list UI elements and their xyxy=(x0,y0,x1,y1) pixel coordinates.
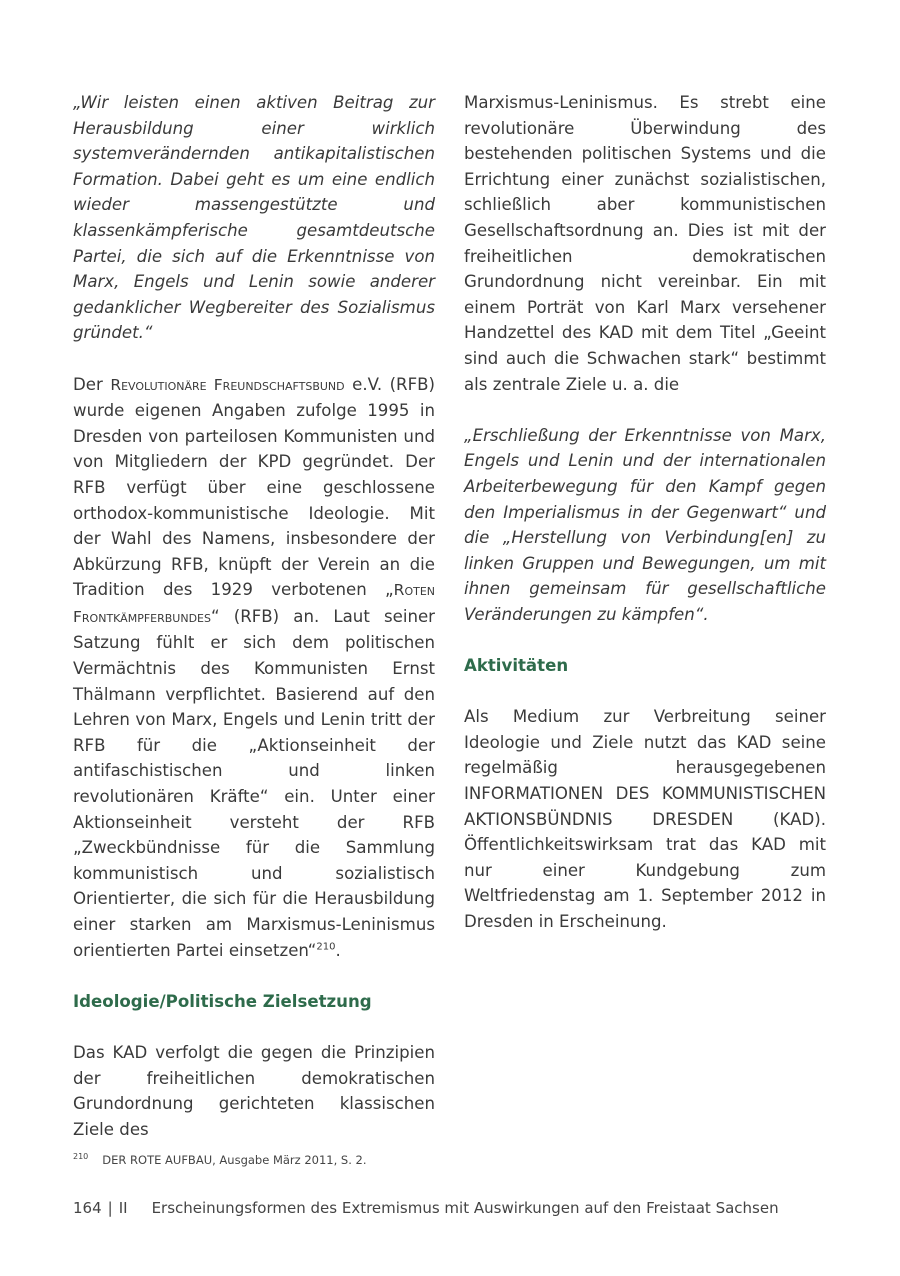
paragraph-marxism: Marxismus-Leninismus. Es strebt eine revolutionäre Überwindung des bestehenden politischen Systems und die Errichtung einer zunächst sozialistischen, schließlich aber kommunistischen Gesellschaftsordnung an. Dies ist mit der freiheitlichen demokratischen Grundordnung nicht vereinbar. Ein mit einem Porträt von Karl Marx versehener Handzettel des KAD mit dem Titel „Geeint sind auch die Schwachen stark“ bestimmt als zentrale Ziele u. a. die xyxy=(464,93,826,394)
footer-separator: | xyxy=(107,1199,113,1217)
right-column xyxy=(464,90,826,960)
footnote xyxy=(73,1152,367,1167)
chapter-title: Erscheinungsformen des Extremismus mit Auswirkungen auf den Freistaat Sachsen xyxy=(151,1199,779,1217)
paragraph-text: “ (RFB) an. Laut seiner Satzung fühlt er sich dem politischen Vermächtnis des Kommunisten Ernst Thälmann verpflichtet. Basierend auf den Lehren von Marx, Engels und Lenin tritt der RFB für die „Aktionseinheit der antifaschistischen und linken revolutionären Kräfte“ ein. Unter einer Aktionseinheit versteht der RFB „Zweckbündnisse für die Sammlung kommunistisch und sozialistisch Orientierter, die sich für die Herausbildung einer starken am Marxismus-Leninismus orientierten Partei einsetzen“ xyxy=(73,606,435,960)
paragraph-kad-goals: Das KAD verfolgt die gegen die Prinzipien der freiheitlichen demokratischen Grundordnung gerichteten klassischen Ziele des xyxy=(73,1042,435,1139)
paragraph-text: Der xyxy=(73,374,111,394)
paragraph-text: . xyxy=(335,940,341,960)
paragraph-activities: Als Medium zur Verbreitung seiner Ideologie und Ziele nutzt das KAD seine regelmäßig herausgegebenen INFORMATIONEN DES KOMMUNISTISCHEN AKTIONSBÜNDNIS DRESDEN (KAD). Öffentlichkeitswirksam trat das KAD mit nur einer Kundgebung zum Weltfriedenstag am 1. September 2012 in Dresden in Erscheinung. xyxy=(464,707,826,931)
footnote-text: DER ROTE AUFBAU, Ausgabe März 2011, S. 2. xyxy=(102,1152,367,1167)
paragraph-rfb xyxy=(73,372,435,964)
section-heading-ideologie: Ideologie/Politische Zielsetzung xyxy=(73,991,372,1011)
left-column xyxy=(73,90,435,1168)
page-number: 164 xyxy=(73,1199,102,1217)
footnote-number: 210 xyxy=(73,1152,89,1161)
paragraph-text: e.V. (RFB) wurde eigenen Angaben zufolge 1995 in Dresden von parteilosen Kommunisten und von Mitgliedern der KPD gegründet. Der RFB verfügt über eine geschlossene orthodox-kommunistische Ideologie. Mit der Wahl des Namens, insbesondere der Abkürzung RFB, knüpft der Verein an die Tradition des 1929 verbotenen „ xyxy=(73,374,435,600)
org-name-small-caps: Roten Frontkämpferbundes xyxy=(73,581,435,626)
quote-block: „Erschließung der Erkenntnisse von Marx, Engels und Lenin und der internationalen Arbeiterbewegung für den Kampf gegen den Imperialismus in der Gegenwart“ und die „Herstellung von Verbindung[en] zu linken Gruppen und Bewegungen, um mit ihnen gemeinsam für gesellschaftliche Veränderungen zu kämpfen“. xyxy=(464,425,826,624)
section-heading-aktivitaeten: Aktivitäten xyxy=(464,656,569,676)
page-footer xyxy=(73,1199,779,1217)
org-name-small-caps: Revolutionäre Freundschaftsbund xyxy=(110,375,345,394)
section-number: II xyxy=(118,1199,128,1217)
footnote-reference[interactable]: 210 xyxy=(316,941,336,953)
quote-block: „Wir leisten einen aktiven Beitrag zur Herausbildung einer wirklich systemverändernden antikapitalistischen Formation. Dabei geht es um eine endlich wieder massengestützte und klassenkämpferische gesamtdeutsche Partei, die sich auf die Erkenntnisse von Marx, Engels und Lenin sowie anderer gedanklicher Wegbereiter des Sozialismus gründet.“ xyxy=(73,93,435,343)
